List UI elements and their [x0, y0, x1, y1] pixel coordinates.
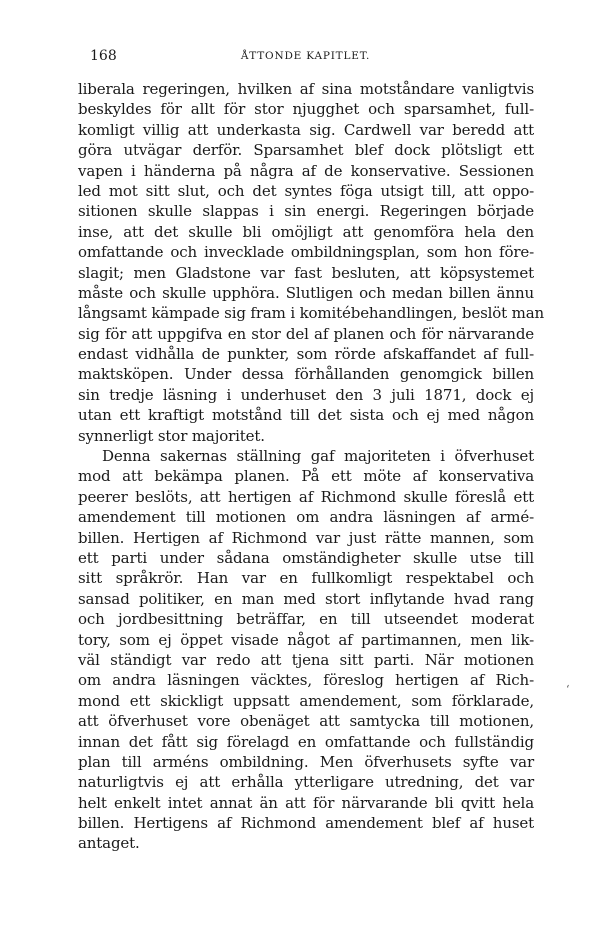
text-line: naturligtvis ej att erhålla ytterligare utredning, det var [78, 773, 534, 792]
paragraph-end-line: synnerligt stor majoritet. [78, 426, 265, 445]
text-line: utan ett kraftigt motstånd till det sista och ej med någon [78, 406, 534, 425]
paragraph-end-line: antaget. [78, 834, 140, 853]
text-line: ett parti under sådana omständigheter skulle utse till [78, 548, 534, 567]
text-line: måste och skulle upphöra. Slutligen och medan billen ännu [78, 283, 534, 302]
text-line: helt enkelt intet annat än att för närvarande bli qvitt hela [78, 793, 534, 812]
text-line: beskyldes för allt för stor njugghet och sparsamhet, full- [78, 100, 534, 119]
text-line: maktsköpen. Under dessa förhållanden genomgick billen [78, 365, 534, 384]
text-line: att öfverhuset vore obenäget att samtycka till motionen, [78, 712, 534, 731]
text-line: sitionen skulle slappas i sin energi. Regeringen började [78, 202, 534, 221]
text-line: sitt språkrör. Han var en fullkomligt respektabel och [78, 569, 534, 588]
text-line: inse, att det skulle bli omöjligt att genomföra hela den [78, 222, 534, 241]
text-body [78, 79, 545, 854]
text-line: vapen i händerna på några af de konservative. Sessionen [78, 161, 534, 180]
text-line: mod att bekämpa planen. På ett möte af konservativa [78, 467, 534, 486]
text-line: och jordbesittning beträffar, en till utseendet moderat [78, 610, 534, 629]
text-line: mond ett skickligt uppsatt amendement, som förklarade, [78, 691, 534, 710]
page-header [78, 48, 533, 68]
text-line: peerer beslöts, att hertigen af Richmond skulle föreslå ett [78, 487, 534, 506]
text-line: led mot sitt slut, och det syntes föga utsigt till, att oppo- [78, 181, 534, 200]
text-line: tory, som ej öppet visade något af partimannen, men lik- [78, 630, 534, 649]
text-line: innan det fått sig förelagd en omfattande och fullständig [78, 732, 534, 751]
text-line: billen. Hertigen af Richmond var just rätte mannen, som [78, 528, 534, 547]
text-line: komligt villig att underkasta sig. Cardwell var beredd att [78, 120, 534, 139]
text-line: amendement till motionen om andra läsningen af armé- [78, 508, 534, 527]
text-line: väl ständigt var redo att tjena sitt parti. När motionen [78, 650, 534, 669]
margin-mark: ‘ [566, 683, 570, 696]
text-line: långsamt kämpade sig fram i komitébehandlingen, beslöt man [78, 304, 545, 323]
text-line: omfattande och invecklade ombildningsplan, som hon före- [78, 243, 534, 262]
text-line: slagit; men Gladstone var fast besluten, att köpsystemet [78, 263, 534, 282]
text-line: plan till arméns ombildning. Men öfverhusets syfte var [78, 752, 534, 771]
text-line: sansad politiker, en man med stort inflytande hvad rang [78, 589, 534, 608]
text-line: göra utvägar derför. Sparsamhet blef dock plötsligt ett [78, 141, 534, 160]
text-line: om andra läsningen väcktes, föreslog hertigen af Rich- [78, 671, 534, 690]
text-line: sin tredje läsning i underhuset den 3 juli 1871, dock ej [78, 385, 534, 404]
running-head: ÅTTONDE KAPITLET. [240, 50, 371, 62]
page-number: 168 [90, 48, 117, 64]
text-line: sig för att uppgifva en stor del af planen och för närvarande [78, 324, 534, 343]
text-line: endast vidhålla de punkter, som rörde afskaffandet af full- [78, 345, 534, 364]
paragraph-start-line: Denna sakernas ställning gaf majoriteten i öfverhuset [102, 447, 534, 466]
text-line: liberala regeringen, hvilken af sina motståndare vanligtvis [78, 80, 534, 98]
text-line: billen. Hertigens af Richmond amendement blef af huset [78, 814, 534, 833]
